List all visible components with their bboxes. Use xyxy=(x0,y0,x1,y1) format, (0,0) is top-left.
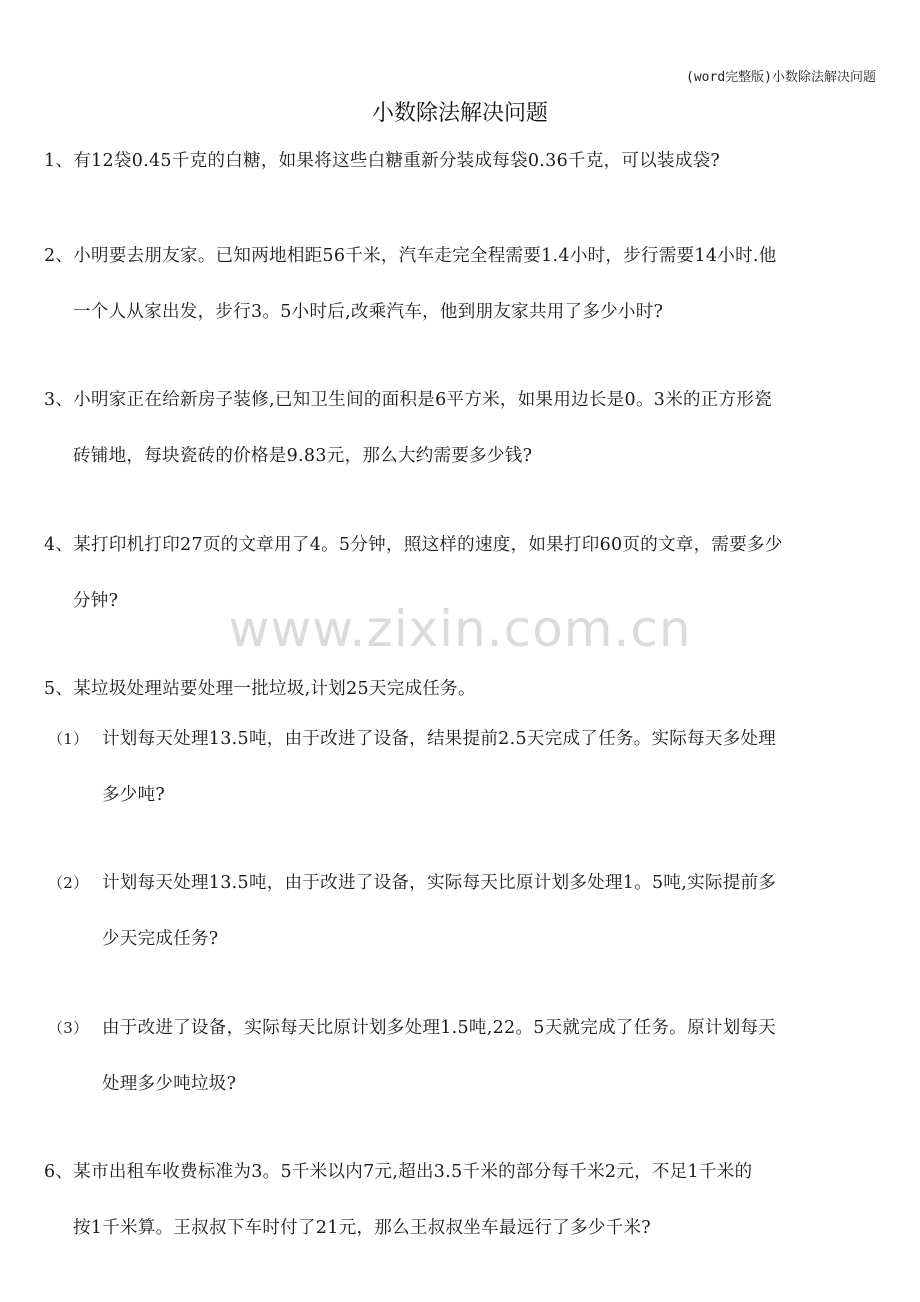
question-4 xyxy=(44,517,878,629)
question-2-line-1: 2、小明要去朋友家。已知两地相距56千米，汽车走完全程需要1.4小时，步行需要14小时.他 xyxy=(44,246,777,266)
question-1-line-1: 1、有12袋0.45千克的白糖，如果将这些白糖重新分装成每袋0.36千克，可以装成袋? xyxy=(44,151,721,171)
sub-question-1-line-2: 多少吨? xyxy=(102,785,166,805)
question-5-sub-2 xyxy=(48,855,878,967)
watermark: www.zixin.com.cn xyxy=(228,600,692,658)
question-4-line-2: 分钟? xyxy=(73,591,119,611)
sub-question-number: （2） xyxy=(48,874,89,892)
question-5-line-1: 5、某垃圾处理站要处理一批垃圾,计划25天完成任务。 xyxy=(44,679,476,699)
sub-question-2-line-1: 计划每天处理13.5吨，由于改进了设备，实际每天比原计划多处理1。5吨,实际提前多 xyxy=(102,873,777,893)
question-3 xyxy=(44,372,878,484)
sub-question-3-line-1: 由于改进了设备，实际每天比原计划多处理1.5吨,22。5天就完成了任务。原计划每天 xyxy=(102,1018,777,1038)
question-6-line-1: 6、某市出租车收费标准为3。5千米以内7元,超出3.5千米的部分每千米2元，不足1千米的 xyxy=(44,1162,753,1182)
question-6 xyxy=(44,1144,878,1256)
sub-question-3-line-2: 处理多少吨垃圾? xyxy=(102,1074,237,1094)
page-title: 小数除法解决问题 xyxy=(371,101,548,126)
question-2-line-2: 一个人从家出发，步行3。5小时后,改乘汽车，他到朋友家共用了多少小时? xyxy=(73,302,664,322)
question-3-line-2: 砖铺地，每块瓷砖的价格是9.83元，那么大约需要多少钱? xyxy=(73,446,533,466)
sub-question-number: （3） xyxy=(48,1019,89,1037)
sub-question-number: （1） xyxy=(48,730,89,748)
sub-question-1-line-1: 计划每天处理13.5吨，由于改进了设备，结果提前2.5天完成了任务。实际每天多处理 xyxy=(102,729,777,749)
question-4-line-1: 4、某打印机打印27页的文章用了4。5分钟，照这样的速度，如果打印60页的文章，需要多少 xyxy=(44,535,783,555)
question-5-sub-1 xyxy=(48,711,878,823)
question-6-line-2: 按1千米算。王叔叔下车时付了21元，那么王叔叔坐车最远行了多少千米? xyxy=(73,1218,651,1238)
question-5-sub-3 xyxy=(48,1000,878,1112)
question-5 xyxy=(44,661,878,717)
document-header: (word完整版)小数除法解决问题 xyxy=(686,70,876,85)
question-1 xyxy=(44,133,878,189)
sub-question-2-line-2: 少天完成任务? xyxy=(102,929,219,949)
question-3-line-1: 3、小明家正在给新房子装修,已知卫生间的面积是6平方米，如果用边长是0。3米的正方形瓷 xyxy=(44,390,772,410)
question-2 xyxy=(44,228,878,340)
